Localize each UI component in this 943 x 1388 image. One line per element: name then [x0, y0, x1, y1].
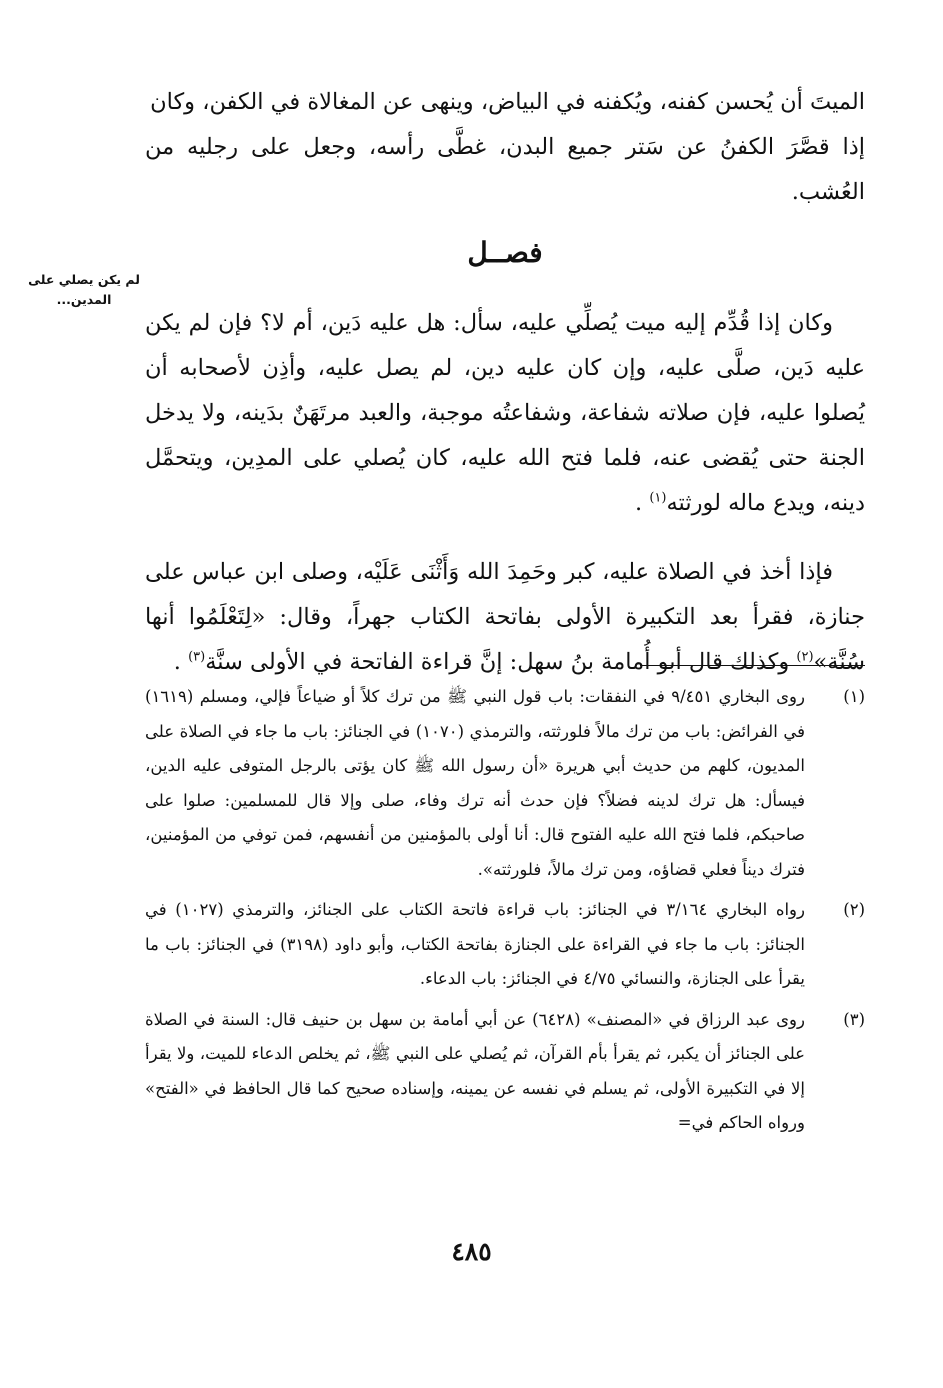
paragraph-1-end: .: [635, 490, 643, 516]
footnote-ref-2[interactable]: (٢): [796, 649, 814, 665]
margin-note: لم يكن يصلي على المدين...: [28, 272, 140, 307]
footnote-text: روى عبد الرزاق في «المصنف» (٦٤٢٨) عن أبي أمامة بن سهل بن حنيف قال: السنة في الصلاة على الجنائز أن يكبر، ثم يقرأ بأم القرآن، ثم يُصلي على النبي ﷺ، ثم يخلص الدعاء للميت، ولا يقرأ إلا في التكبيرة الأولى، ثم يسلم في نفسه عن يمينه، وإسناده صحيح كما قال الحافظ في «الفتح» ورواه الحاكم في=: [145, 1009, 805, 1132]
footnote-number: (٣): [843, 1009, 865, 1029]
footnote-number: (١): [843, 687, 865, 706]
paragraph-2-text-a: فإذا أخذ في الصلاة عليه، كبر وحَمِدَ الله وَأَثْنَى عَلَيْه، وصلى ابن عباس على جنازة، فقرأ بعد التكبيرة الأولى بفاتحة الكتاب جهراً، وقال: «لِتَعْلَمُوا أنها سُنَّة»: [145, 559, 865, 675]
footnotes: [145, 680, 865, 1147]
paragraph-1-text: وكان إذا قُدِّم إليه ميت يُصلِّي عليه، سأل: هل عليه دَين، أم لا؟ فإن لم يكن عليه دَين، صلَّى عليه، وإن كان عليه دين، لم يصل عليه، وأذِن لأصحابه أن يُصلوا عليه، فإن صلاته شفاعة، وشفاعتُه موجبة، والعبد مرتَهَنٌ بدَينه، ولا يدخل الجنة حتى يُقضى عنه، فلما فتح الله عليه، كان يُصلي على المدِين، ويتحمَّل دينه، ويدع ماله لورثته: [145, 310, 865, 516]
footnote: [145, 680, 865, 887]
paragraph-2-end: .: [173, 649, 181, 675]
footnote: [145, 893, 865, 997]
footnote-ref-3[interactable]: (٣): [188, 649, 206, 665]
paragraph-1: [145, 301, 865, 526]
footnote-ref-1[interactable]: (١): [649, 490, 667, 506]
paragraph-2-text-b: وكذلك قال أبو أُمامة بنُ سهل: إنَّ قراءة الفاتحة في الأولى سنَّة: [205, 649, 797, 675]
main-text: [145, 80, 865, 685]
page-number: ٤٨٥: [451, 1237, 492, 1266]
intro-line-1: الميتَ أن يُحسن كفنه، ويُكفنه في البياض، وينهى عن المغالاة في الكفن، وكان: [150, 89, 865, 115]
footnote-text: رواه البخاري ٣/١٦٤ في الجنائز: باب قراءة فاتحة الكتاب على الجنائز، والترمذي (١٠٢٧) في الجنائز: باب ما جاء في القراءة على الجنازة بفاتحة الكتاب، وأبو داود (٣١٩٨) في الجنائز: باب ما يقرأ على الجنازة، والنسائي ٤/٧٥ في الجنائز: باب الدعاء.: [145, 900, 805, 988]
footnote-number: (٢): [843, 900, 865, 919]
intro-line-2: إذا قصَّرَ الكفنُ عن سَتر جميع البدن، غطَّى رأسه، وجعل على رجليه من العُشب.: [145, 134, 865, 205]
footnote-separator: [640, 665, 865, 666]
section-title: فصــل: [467, 236, 543, 269]
footnote: [145, 1003, 865, 1141]
footnote-text: روى البخاري ٩/٤٥١ في النفقات: باب قول النبي ﷺ من ترك كلاً أو ضياعاً فإلي، ومسلم (١٦١٩) في الفرائض: باب من ترك مالاً فلورثته، والترمذي (١٠٧٠) في الجنائز: باب ما جاء في الصلاة على المديون، كلهم من حديث أبي هريرة «أن رسول الله ﷺ كان يؤتى بالرجل المتوفى عليه الدين، فيسأل: هل ترك لدينه فضلاً؟ فإن حدث أنه ترك وفاء، صلى وإلا قال للمسلمين: صلوا على صاحبكم، فلما فتح الله عليه الفتوح قال: أنا أولى بالمؤمنين من أنفسهم، فمن توفي من المؤمنين، فترك ديناً فعلي قضاؤه، ومن ترك مالاً، فلورثته».: [145, 687, 805, 879]
